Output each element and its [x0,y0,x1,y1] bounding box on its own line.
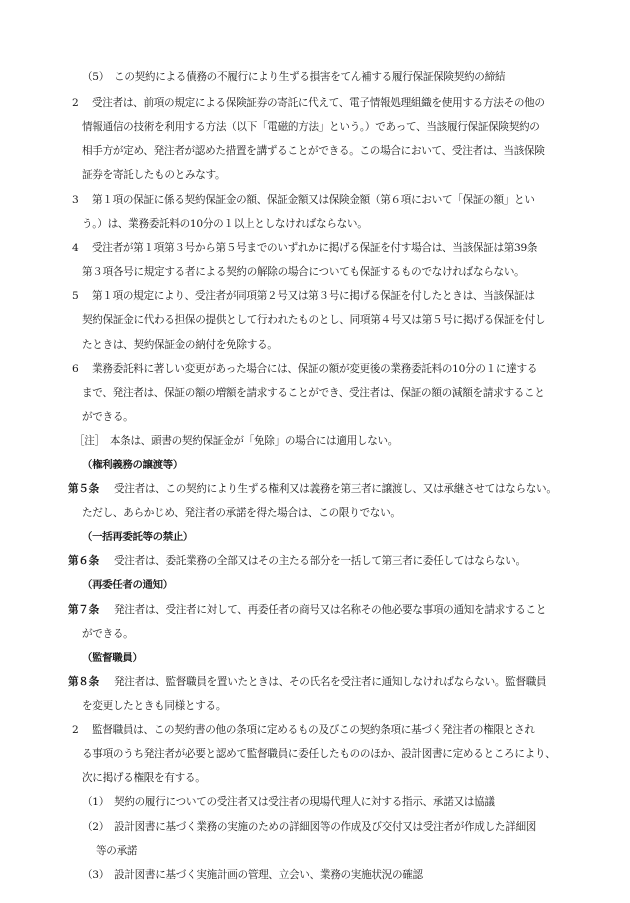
article-text: 受注者は、この契約により生ずる権利又は義務を第三者に譲渡し、又は承継させてはならない。 [114,483,557,495]
clause-number: 4 [72,242,79,254]
clause-text: 第１項の規定により、受注者が同項第２号又は第３号に掲げる保証を付したときは、当該保証は [92,290,535,302]
article-number: 第５条 [68,483,99,495]
clause-number: 2 [72,97,79,109]
section-heading-subcontract-ban: （一括再委託等の禁止） [82,531,193,543]
clause-text: まで、発注者は、保証の額の増額を請求することができ、受注者は、保証の額の減額を請求すること [82,387,545,399]
item-2-text: （2） 設計図書に基づく業務の実施のための詳細図等の作成及び交付又は受注者が作成した詳細図 [82,821,537,833]
clause-text: 第１項の保証に係る契約保証金の額、保証金額又は保険金額（第６項において「保証の額」とい [92,194,535,206]
article-text: 発注者は、受注者に対して、再委任者の商号又は名称その他必要な事項の通知を請求すること [114,604,547,616]
section-heading-assignment: （権利義務の譲渡等） [82,459,183,471]
clause-6-line [72,362,537,376]
section-heading-subcontractor-notice: （再委任者の通知） [82,579,173,591]
clause-text: 受注者は、前項の規定による保険証券の寄託に代えて、電子情報処理組織を使用する方法その他の [92,97,545,109]
clause-text: 契約保証金に代わる担保の提供として行われたものとし、同項第４号又は第５号に掲げる保証を付し [82,314,546,326]
clause-4-line [72,241,537,255]
clause-text: う。）は、業務委託料の10分の１以上としなければならない。 [82,218,368,230]
article-8-line [68,675,546,689]
article-5-line [68,482,557,496]
article-text: を変更したときも同様とする。 [82,700,227,712]
clause-text: 情報通信の技術を利用する方法（以下「電磁的方法」という。）であって、当該履行保証保険契約の [82,121,540,133]
item-5-text: （5） この契約による債務の不履行により生ずる損害をてん補する履行保証保険契約の締結 [82,71,506,83]
article-text: ただし、あらかじめ、発注者の承諾を得た場合は、この限りでない。 [82,507,401,519]
clause-number: 3 [72,194,79,206]
item-3-text: （3） 設計図書に基づく実施計画の管理、立会い、業務の実施状況の確認 [82,869,423,881]
clause-text: 証券を寄託したものとみなす。 [82,169,226,181]
clause-number: 6 [72,363,79,375]
clause-5-line [72,289,535,303]
article-number: 第６条 [68,555,99,567]
item-1-text: （1） 契約の履行についての受注者又は受注者の現場代理人に対する指示、承諾又は協議 [82,796,495,808]
article-6-line [68,554,526,568]
clause-text: る事項のうち発注者が必要と認めて監督職員に委任したもののほか、設計図書に定めるところにより、 [82,748,556,760]
clause-text: ができる。 [82,411,134,423]
article-text: 受注者は、委託業務の全部又はその主たる部分を一括して第三者に委任してはならない。 [114,555,526,567]
clause-text: 監督職員は、この契約書の他の条項に定めるもの及びこの契約条項に基づく発注者の権限とされ [92,724,535,736]
clause-text: 次に掲げる権限を有する。 [82,772,206,784]
item-2-continuation: 等の承諾 [96,845,138,857]
article-number: 第７条 [68,604,99,616]
clause-number: 2 [72,724,79,736]
clause-text: 相手方が定め、発注者が認めた措置を講ずることができる。この場合において、受注者は、当該保険 [82,145,545,157]
clause-text: 業務委託料に著しい変更があった場合には、保証の額が変更後の業務委託料の10分の１に達する [92,363,538,375]
section-heading-supervisor: （監督職員） [82,652,143,664]
clause-text: たときは、契約保証金の納付を免除する。 [82,339,278,351]
clause-2-line [72,723,535,737]
article-number: 第８条 [68,676,99,688]
note: ［注］ 本条は、頭書の契約保証金が「免除」の場合には適用しない。 [74,435,399,447]
article-text: ができる。 [82,628,134,640]
clause-text: 受注者が第１項第３号から第５号までのいずれかに掲げる保証を付す場合は、当該保証は第39条 [92,242,538,254]
clause-text: 第３項各号に規定する者による契約の解除の場合についても保証するものでなければならない。 [82,266,525,278]
article-7-line [68,603,546,617]
clause-3-line [72,193,535,207]
article-text: 発注者は、監督職員を置いたときは、その氏名を受注者に通知しなければならない。監督職員 [114,676,547,688]
clause-number: 5 [72,290,79,302]
clause-2-line [72,96,545,110]
